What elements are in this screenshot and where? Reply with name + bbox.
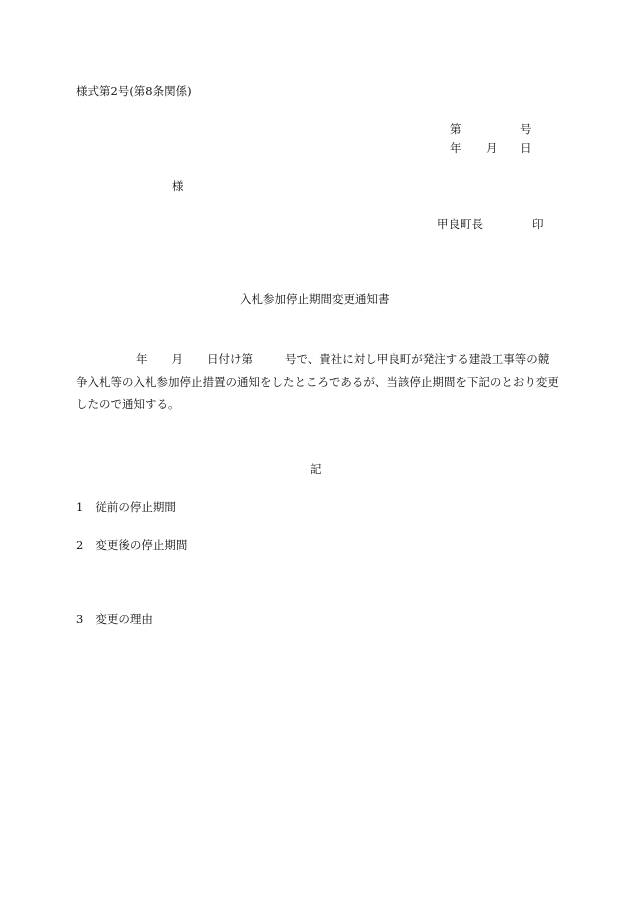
date-year: 年 [450,141,462,155]
body-year: 年 [136,352,148,366]
list-item [76,614,153,626]
doc-number-prefix: 第 [450,122,462,136]
item-number: 2 [76,538,84,552]
doc-number-suffix: 号 [520,122,532,136]
item-number: 3 [76,612,84,626]
addressee-suffix: 様 [172,179,184,193]
sender-title: 甲良町長 [437,217,483,231]
item-label: 変更後の停止期間 [95,538,188,552]
date-day: 日 [520,141,532,155]
list-item [76,502,176,514]
form-label: 様式第2号(第8条関係) [76,84,192,98]
date-month: 月 [486,141,498,155]
ki-heading: 記 [310,462,322,476]
body-paragraph [76,348,560,416]
body-month: 月 [171,352,183,366]
body-day-ref: 日付け第 [207,352,253,366]
item-label: 従前の停止期間 [95,500,176,514]
seal-mark: 印 [532,217,544,231]
item-number: 1 [76,500,84,514]
list-item [76,540,187,552]
item-label: 変更の理由 [95,612,153,626]
body-rest: 号で、貴社に対し甲良町が発注する建設工事等の競争入札等の入札参加停止措置の通知をしたところであるが、当該停止期間を下記のとおり変更したので通知する。 [76,352,559,411]
document-title: 入札参加停止期間変更通知書 [240,292,390,306]
